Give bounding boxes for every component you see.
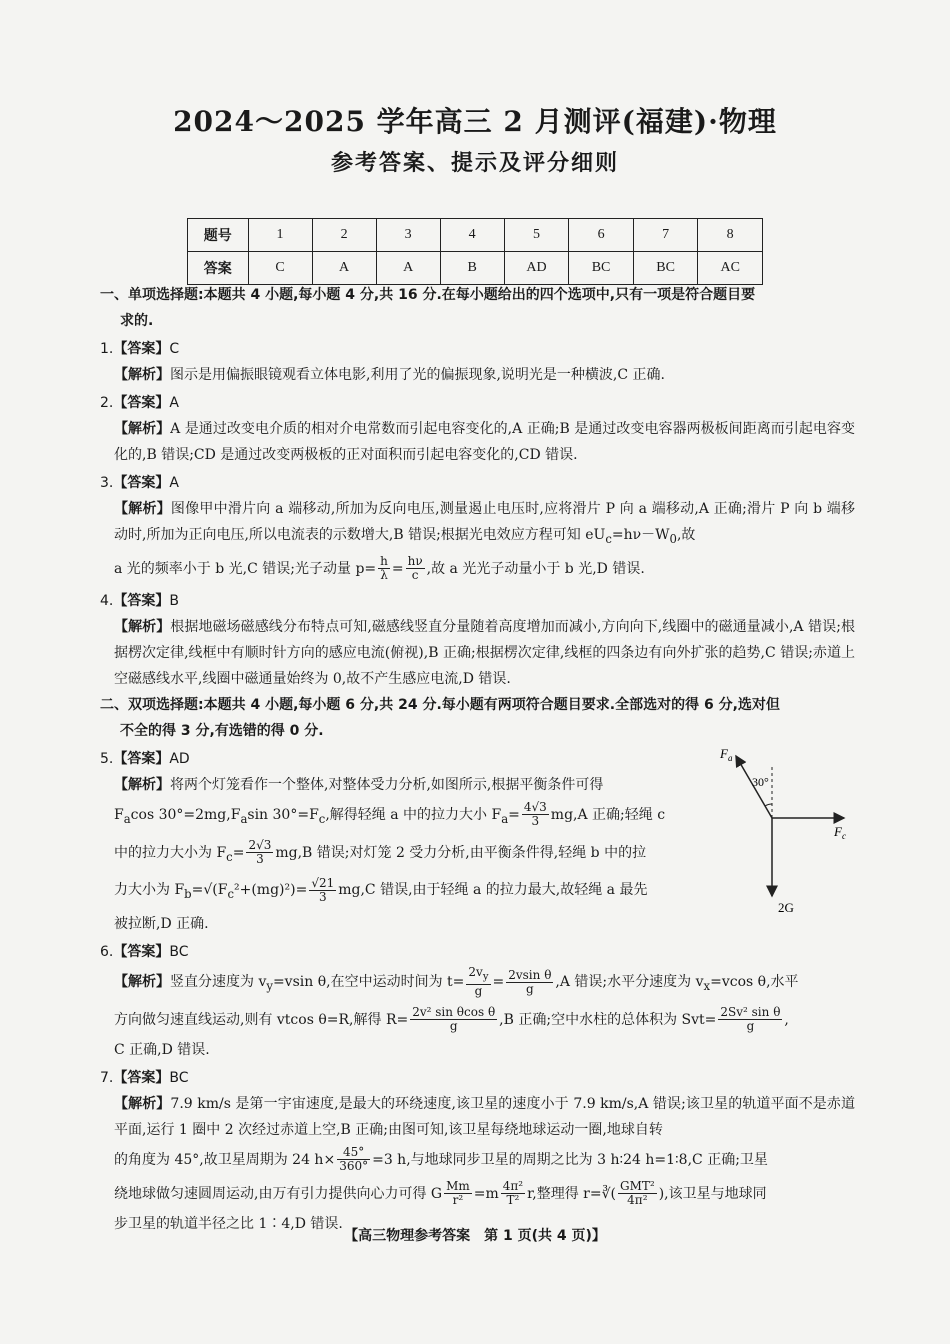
formula-line	[114, 873, 724, 911]
explanation-text: ,B 正确;空中水柱的总体积为 Svt=	[499, 1011, 717, 1028]
explanation-text: r,整理得 r=∛(	[527, 1185, 616, 1202]
table-cell: 4	[440, 219, 504, 252]
answer-label: 【答案】	[113, 341, 170, 357]
question-3	[100, 470, 855, 586]
answer-value: A	[169, 395, 179, 411]
denominator: 3	[318, 889, 327, 904]
explanation-text: ,A 错误;水平分速度为 v	[555, 974, 704, 991]
explanation-text: ,故	[676, 527, 696, 543]
explanation-text: ),该卫星与地球同	[658, 1185, 767, 1202]
explanation	[100, 496, 855, 586]
table-cell: 3	[376, 219, 440, 252]
answer-label: 【答案】	[113, 592, 170, 609]
explanation-text: 将两个灯笼看作一个整体,对整体受力分析,如图所示,根据平衡条件可得	[170, 776, 604, 793]
analysis-label: 【解析】	[114, 776, 170, 793]
explanation-text: mg,B 错误;对灯笼 2 受力分析,由平衡条件得,轻绳 b 中的拉	[275, 844, 647, 861]
fraction	[309, 877, 336, 904]
formula-line	[114, 798, 724, 836]
table-cell: AD	[504, 252, 569, 285]
fraction	[410, 1006, 497, 1033]
explanation-text: 绕地球做匀速圆周运动,由万有引力提供向心力可得 G	[114, 1185, 443, 1202]
explanation	[100, 362, 855, 388]
label-fa: $F_a$	[720, 745, 733, 763]
answer-line	[100, 1065, 855, 1091]
explanation-line	[114, 1091, 855, 1143]
question-2	[100, 390, 855, 468]
numerator: 4√3	[523, 800, 547, 815]
explanation-text: =hν－W	[611, 527, 670, 543]
answer-label: 【答案】	[113, 944, 170, 961]
explanation-text: 力大小为 F	[114, 882, 185, 899]
table-cell: 6	[569, 219, 634, 252]
table-cell: A	[376, 252, 440, 285]
denominator: 360°	[339, 1159, 369, 1174]
fraction	[466, 966, 490, 997]
table-cell: 2	[312, 219, 376, 252]
analysis-label: 【解析】	[114, 974, 170, 991]
page-subtitle: 参考答案、提示及评分细则	[330, 150, 619, 176]
table-cell: A	[312, 252, 376, 285]
subscript: y	[482, 971, 489, 983]
answer-value: BC	[169, 1069, 189, 1086]
content-body	[100, 282, 855, 1237]
table-cell: 8	[698, 219, 763, 252]
angle-arc	[765, 804, 772, 806]
denominator: g	[525, 981, 534, 996]
explanation-text: =√(F	[191, 882, 228, 899]
explanation-text: =3 h,与地球同步卫星的周期之比为 3 h∶24 h=1∶8,C 正确;卫星	[372, 1151, 768, 1168]
answer-value: B	[169, 592, 179, 609]
explanation-text: 竖直分速度为 v	[170, 974, 267, 991]
fraction	[337, 1146, 370, 1173]
section-line: 一、单项选择题:本题共 4 小题,每小题 4 分,共 16 分.在每小题给出的四个选项中,只有一项是符合题目要	[100, 287, 756, 303]
table-cell: BC	[633, 252, 698, 285]
numerator: 2vsin θ	[508, 967, 552, 982]
answer-line	[100, 336, 855, 362]
explanation-text: ,故 a 光光子动量小于 b 光,D 错误.	[426, 560, 645, 577]
subscript: c	[227, 887, 234, 902]
fraction	[444, 1180, 472, 1207]
question-1	[100, 336, 855, 388]
explanation	[100, 965, 855, 1063]
numerator: √21	[311, 875, 335, 890]
subscript: c	[318, 811, 326, 826]
fraction	[506, 969, 553, 996]
question-4	[100, 588, 855, 692]
table-row	[188, 219, 763, 252]
subscript: c	[605, 531, 612, 546]
explanation	[100, 416, 855, 468]
question-6	[100, 939, 855, 1063]
explanation-text: F	[114, 806, 124, 823]
denominator: g	[474, 983, 483, 998]
formula-line	[114, 1143, 855, 1177]
subscript: 0	[669, 531, 677, 546]
subscript: c	[226, 849, 233, 864]
numerator: 2Sv² sin θ	[720, 1005, 781, 1020]
numerator: GMT²	[620, 1179, 655, 1194]
answer-table	[187, 218, 763, 285]
formula-line	[114, 836, 724, 874]
denominator: 3	[531, 814, 540, 829]
answer-line	[100, 588, 855, 614]
explanation-text: =m	[473, 1185, 499, 1202]
subscript: a	[123, 811, 131, 826]
answer-line	[100, 390, 855, 416]
analysis-label: 【解析】	[114, 618, 171, 635]
subscript: a	[240, 811, 248, 826]
numerator-text: 2v	[468, 965, 483, 980]
analysis-label: 【解析】	[114, 367, 170, 383]
numerator: h	[380, 554, 388, 569]
numerator	[466, 966, 490, 984]
numerator: 4π²	[502, 1179, 524, 1194]
explanation-text: A 是通过改变电介质的相对介电常数而引起电容变化的,A 正确;B 是通过改变电容器两极板间距离而引起电容变化的,B 错误;CD 是通过改变两极板的正对面积而引起电容变化的,CD 错误.	[114, 421, 855, 463]
equals-sign: =	[492, 974, 505, 991]
question-number: 1.	[100, 341, 114, 357]
analysis-label: 【解析】	[114, 501, 171, 517]
table-cell: 7	[633, 219, 698, 252]
section-heading-double-choice	[100, 692, 855, 744]
denominator: c	[411, 568, 419, 583]
subscript: a	[501, 811, 509, 826]
answer-value: A	[169, 475, 179, 491]
explanation-text: a 光的频率小于 b 光,C 错误;光子动量 p=	[114, 560, 377, 577]
question-number: 4.	[100, 592, 114, 609]
section-line: 二、双项选择题:本题共 4 小题,每小题 6 分,共 24 分.每小题有两项符合题目要求.全部选对的得 6 分,选对但	[100, 696, 780, 713]
numerator: Mm	[446, 1179, 470, 1194]
table-cell: 1	[248, 219, 312, 252]
formula-line	[114, 1003, 855, 1037]
table-cell: BC	[569, 252, 634, 285]
fraction	[378, 555, 390, 582]
table-cell: AC	[698, 252, 763, 285]
explanation-text: ,	[784, 1011, 789, 1028]
table-cell: B	[440, 252, 504, 285]
label-fc: $F_c$	[834, 823, 846, 841]
question-number: 5.	[100, 750, 114, 767]
answer-value: BC	[169, 944, 189, 961]
table-cell: C	[248, 252, 312, 285]
table-cell: 5	[504, 219, 569, 252]
force-diagram	[716, 746, 856, 916]
explanation-text: 7.9 km/s 是第一宇宙速度,是最大的环绕速度,该卫星的速度小于 7.9 km/s,A 错误;该卫星的轨道平面不是赤道平面,运行 1 圈中 2 次经过赤道上空,B 正确;由图可知,该卫星每绕地球运动一圈,地球自转	[114, 1095, 856, 1138]
section-line: 求的.	[120, 313, 154, 329]
table-row	[188, 252, 763, 285]
explanation-line: 步卫星的轨道半径之比 1∶4,D 错误.	[114, 1215, 343, 1232]
answer-label: 【答案】	[113, 395, 170, 411]
analysis-label: 【解析】	[114, 421, 171, 437]
answer-line	[100, 939, 855, 965]
subscript: x	[703, 978, 711, 993]
equals-sign: =	[232, 844, 245, 861]
formula-line	[114, 965, 855, 1003]
fraction	[522, 801, 549, 828]
explanation-text: 根据地磁场磁感线分布特点可知,磁感线竖直分量随着高度增加而减小,方向向下,线圈中的磁通量减小,A 错误;根据楞次定律,线框中有顺时针方向的感应电流(俯视),B 正确;根据楞次定律,线框的四条边有向外扩张的趋势,C 错误;赤道上空磁感线水平,线圈中磁通量始终为 0,故不产生感应电流,D 错误.	[114, 618, 856, 687]
label-2g: 2G	[778, 899, 794, 915]
explanation-text: 的角度为 45°,故卫星周期为 24 h×	[114, 1151, 336, 1168]
explanation-text: 图示是用偏振眼镜观看立体电影,利用了光的偏振现象,说明光是一种横波,C 正确.	[170, 367, 665, 383]
explanation-text: ,解得轻绳 a 中的拉力大小 F	[325, 806, 502, 823]
explanation-text: 图像甲中滑片向 a 端移动,所加为反向电压,测量遏止电压时,应将滑片 P 向 a 端移动,A 正确;滑片 P 向 b 端移动时,所加为正向电压,所以电流表的示数增大,B 错误;根据光电效应方程可知 eU	[114, 501, 856, 543]
explanation	[100, 1091, 855, 1237]
question-number: 3.	[100, 475, 114, 491]
formula-line	[114, 552, 855, 586]
fraction	[406, 555, 425, 582]
fraction	[618, 1180, 657, 1207]
section-line: 不全的得 3 分,有选错的得 0 分.	[120, 722, 324, 739]
question-number: 6.	[100, 944, 114, 961]
explanation	[100, 614, 855, 692]
explanation	[100, 772, 724, 937]
section-heading-single-choice	[100, 282, 855, 334]
explanation-text: 中的拉力大小为 F	[114, 844, 227, 861]
explanation-text: =vcos θ,水平	[710, 974, 799, 991]
explanation-text: sin 30°=F	[247, 806, 319, 823]
answer-label: 【答案】	[113, 750, 170, 767]
numerator: hν	[407, 554, 423, 569]
fraction	[718, 1006, 782, 1033]
explanation-line: 被拉断,D 正确.	[114, 916, 209, 933]
explanation-text: cos 30°=2mg,F	[130, 806, 241, 823]
fraction	[501, 1180, 525, 1207]
explanation-text: mg,A 正确;轻绳 c	[550, 806, 666, 823]
explanation-line	[114, 772, 724, 798]
table-header-question: 题号	[188, 219, 249, 252]
page-title: 2024～2025 学年高三 2 月测评(福建)·物理	[173, 105, 777, 138]
answer-label: 【答案】	[113, 475, 170, 491]
numerator: 2√3	[248, 838, 272, 853]
subscript: b	[184, 887, 192, 902]
explanation-line: C 正确,D 错误.	[114, 1041, 210, 1058]
question-7	[100, 1065, 855, 1237]
numerator: 2v² sin θcos θ	[412, 1005, 496, 1020]
answer-value: C	[169, 341, 180, 357]
explanation-text: =vsin θ,在空中运动时间为 t=	[272, 974, 465, 991]
analysis-label: 【解析】	[114, 1095, 171, 1112]
answer-line	[100, 470, 855, 496]
answer-value: AD	[169, 750, 190, 767]
subscript: y	[266, 978, 273, 993]
denominator: g	[746, 1019, 755, 1034]
explanation-text: mg,C 错误,由于轻绳 a 的拉力最大,故轻绳 a 最先	[338, 882, 648, 899]
denominator: λ	[380, 568, 388, 583]
explanation-text: ²+(mg)²)=	[234, 882, 308, 899]
question-number: 2.	[100, 395, 114, 411]
page-footer: 【高三物理参考答案 第 1 页(共 4 页)】	[344, 1228, 606, 1244]
answer-label: 【答案】	[113, 1069, 170, 1086]
denominator: T²	[506, 1193, 520, 1208]
denominator: g	[449, 1019, 458, 1034]
denominator: r²	[452, 1193, 464, 1208]
table-header-answer: 答案	[188, 252, 249, 285]
label-angle: 30°	[752, 774, 769, 789]
denominator: 4π²	[627, 1193, 648, 1208]
equals-sign: =	[391, 560, 404, 577]
question-5	[100, 746, 855, 937]
question-number: 7.	[100, 1069, 114, 1086]
denominator: 3	[256, 852, 264, 867]
formula-line	[114, 1177, 855, 1211]
equals-sign: =	[508, 806, 520, 823]
fraction	[246, 839, 273, 866]
explanation-text: 方向做匀速直线运动,则有 vtcos θ=R,解得 R=	[114, 1011, 409, 1028]
numerator: 45°	[337, 1146, 370, 1160]
